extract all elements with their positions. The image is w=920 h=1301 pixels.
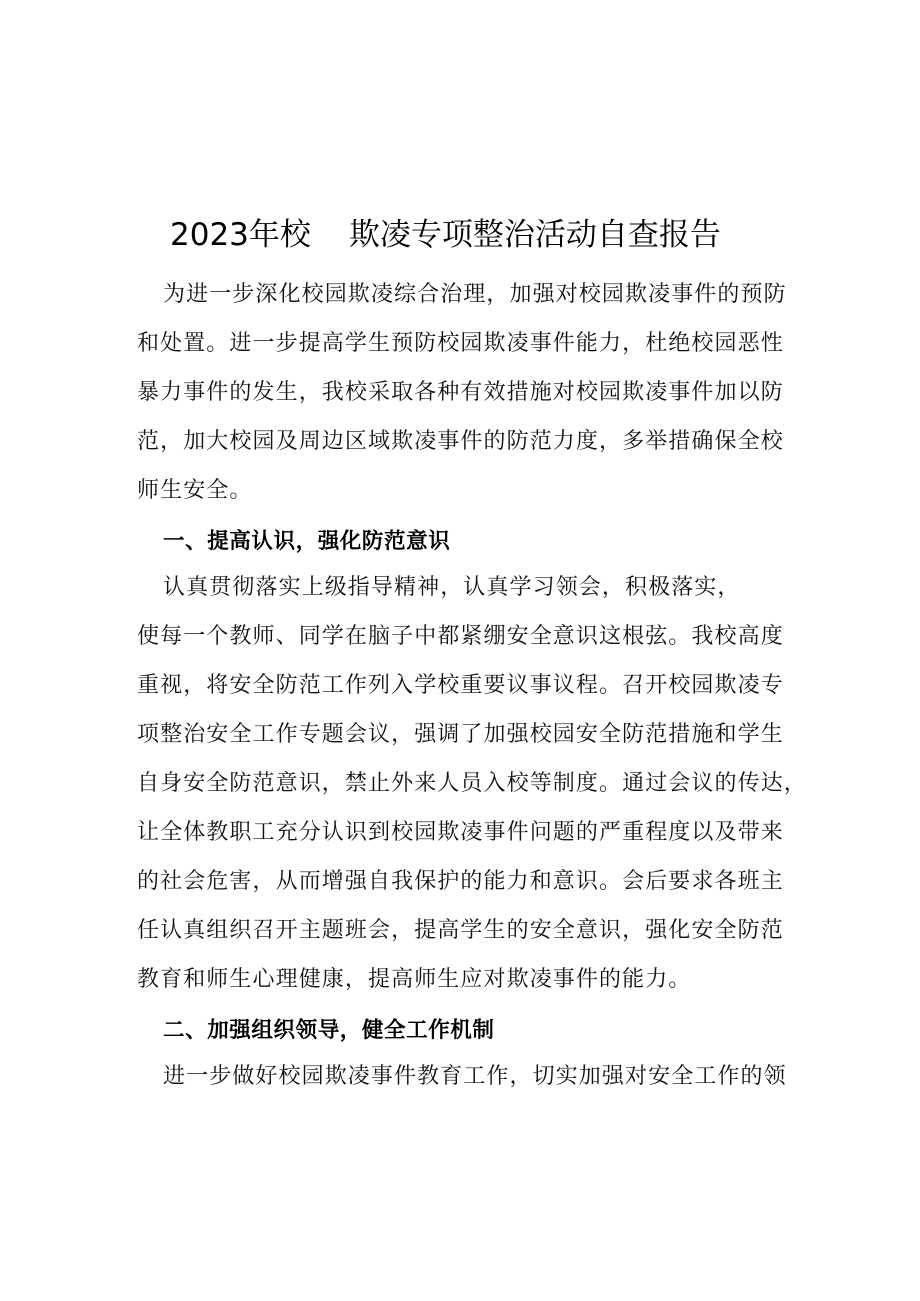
paragraph-line: 认真贯彻落实上级指导精神，认真学习领会，积极落实， xyxy=(163,575,741,600)
paragraph-line: 自身安全防范意识，禁止外来人员入校等制度。通过会议的传达， xyxy=(137,771,807,796)
section-1-heading: 一、提高认识，强化防范意识 xyxy=(163,529,451,554)
intro-paragraph xyxy=(137,270,837,515)
paragraph-line: 范，加大校园及周边区域欺凌事件的防范力度，多举措确保全校 xyxy=(137,429,784,454)
paragraph-line: 的社会危害，从而增强自我保护的能力和意识。会后要求各班主 xyxy=(137,869,784,894)
paragraph-line: 重视，将安全防范工作列入学校重要议事议程。召开校园欺凌专 xyxy=(137,673,784,698)
section-1 xyxy=(137,517,837,1004)
title-part-2: 欺凌专项整治活动自查报告 xyxy=(348,217,721,253)
section-2 xyxy=(137,1006,837,1101)
paragraph-line: 教育和师生心理健康，提高师生应对欺凌事件的能力。 xyxy=(137,967,692,992)
paragraph-line: 为进一步深化校园欺凌综合治理，加强对校园欺凌事件的预防 xyxy=(163,282,787,307)
paragraph-line: 师生安全。 xyxy=(137,478,253,503)
document-title xyxy=(170,212,721,258)
paragraph-line: 进一步做好校园欺凌事件教育工作，切实加强对安全工作的领 xyxy=(163,1064,787,1089)
paragraph-line: 和处置。进一步提高学生预防校园欺凌事件能力，杜绝校园恶性 xyxy=(137,331,784,356)
title-part-1: 2023年校 xyxy=(170,217,311,253)
document-body xyxy=(137,270,837,1101)
paragraph-line: 任认真组织召开主题班会，提高学生的安全意识，强化安全防范 xyxy=(137,918,784,943)
paragraph-line: 使每一个教师、同学在脑子中都紧绷安全意识这根弦。我校高度 xyxy=(137,624,784,649)
paragraph-line: 暴力事件的发生，我校采取各种有效措施对校园欺凌事件加以防 xyxy=(137,380,784,405)
section-2-heading: 二、加强组织领导，健全工作机制 xyxy=(163,1018,495,1043)
paragraph-line: 让全体教职工充分认识到校园欺凌事件问题的严重程度以及带来 xyxy=(137,820,784,845)
paragraph-line: 项整治安全工作专题会议，强调了加强校园安全防范措施和学生 xyxy=(137,722,784,747)
